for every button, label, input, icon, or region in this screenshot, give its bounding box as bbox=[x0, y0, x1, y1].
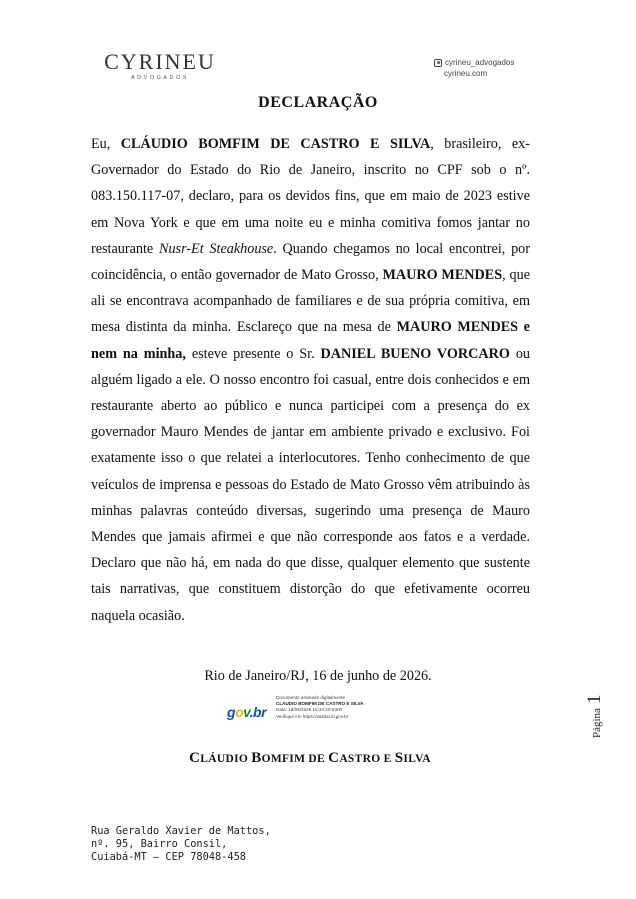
signer-rest: ILVA bbox=[403, 753, 431, 765]
signer-cap: C bbox=[328, 750, 340, 766]
text-segment: ou alguém ligado a ele. O nosso encontro foi casual, entre dois conhecidos e em restaurante aberto ao público e nunca participei com a presença do ex governador Mauro Mendes de jantar em ambiente privado e exclusivo. Foi exatamente isso o que relatei a interlocutores. Tenho conhecimento de que veículos de imprensa e pessoas do Estado de Mato Grosso vêm atribuindo às minhas palavras conteúdo diversas, sugerindo uma presença de Mauro Mendes que jamais afirmei e que não corresponde aos fatos e a verdade. Declaro que não há, em nada do que disse, qualquer elemento que sustente tais narrativas, que constituem distorção do que efetivamente ocorreu naquela ocasião. bbox=[91, 345, 531, 624]
restaurant-name: Nusr-Et Steakhouse bbox=[159, 240, 274, 257]
signature-details bbox=[276, 695, 364, 720]
governor-name: MAURO MENDES bbox=[382, 267, 503, 284]
text-segment: , brasileiro, ex-Governador do Estado do Rio de Janeiro, inscrito no CPF sob o nº. 083.150.117-07, declaro, para os devidos fins, que em maio de 2023 estive em Nova York e que em uma noite eu e minha comitiva fomos jantar no restaurante bbox=[91, 136, 530, 257]
text-segment: , que ali se encontrava acompanhado de familiares e de sua própria comitiva, em mesa distinta da minha. Esclareço que na mesa de bbox=[91, 267, 530, 336]
signer-cap: S bbox=[394, 750, 404, 766]
page-label: Página bbox=[591, 708, 603, 738]
person-name: DANIEL BUENO VORCARO bbox=[320, 345, 510, 362]
signature-line-1: Documento assinado digitalmente bbox=[276, 695, 346, 700]
logo-sub-text: ADVOGADOS bbox=[131, 75, 189, 81]
contact-info bbox=[434, 57, 514, 79]
signer-cap: B bbox=[251, 750, 262, 766]
signer-rest: LÁUDIO bbox=[200, 753, 252, 765]
signer-rest: OMFIM DE bbox=[261, 753, 329, 765]
signer-name bbox=[0, 750, 620, 767]
signer-cap: C bbox=[189, 750, 201, 766]
website: cyrineu.com bbox=[444, 69, 488, 78]
footer-address bbox=[91, 825, 271, 864]
declaration-paragraph bbox=[91, 131, 530, 629]
signature-line-4: Verifique em https://validar.iti.gov.br bbox=[276, 713, 349, 719]
signature-line-3: Data: 18/06/2026 15:34:20-0300 bbox=[276, 707, 343, 713]
address-line-1: Rua Geraldo Xavier de Mattos, bbox=[91, 825, 271, 837]
date-line: Rio de Janeiro/RJ, 16 de junho de 2026. bbox=[204, 668, 432, 684]
govbr-logo: gov.br bbox=[227, 704, 267, 720]
declarant-name: CLÁUDIO BOMFIM DE CASTRO E SILVA bbox=[120, 136, 431, 152]
signature-line-2: CLAUDIO BOMFIM DE CASTRO E SILVA bbox=[276, 701, 364, 707]
page-number-value: 1 bbox=[584, 694, 605, 705]
address-line-2: nº. 95, Bairro Consil, bbox=[91, 838, 228, 850]
page-number bbox=[584, 678, 604, 738]
text-segment: esteve presente o Sr. bbox=[185, 345, 321, 362]
signer-rest: ASTRO E bbox=[339, 753, 395, 765]
document-title: DECLARAÇÃO bbox=[258, 94, 378, 111]
instagram-icon bbox=[434, 59, 442, 67]
declaration-body bbox=[91, 131, 530, 629]
digital-signature-stamp bbox=[227, 693, 387, 729]
bold-phrase: MAURO MENDES e nem na minha, bbox=[91, 319, 530, 362]
company-logo bbox=[100, 50, 220, 81]
logo-main-text: CYRINEU bbox=[104, 49, 216, 74]
text-segment: Eu, bbox=[91, 136, 121, 152]
instagram-handle: cyrineu_advogados bbox=[445, 58, 515, 67]
text-segment: . Quando chegamos no local encontrei, por coincidência, o então governador de Mato Grosso, bbox=[91, 240, 530, 284]
address-line-3: Cuiabá-MT – CEP 78048-458 bbox=[91, 851, 246, 863]
